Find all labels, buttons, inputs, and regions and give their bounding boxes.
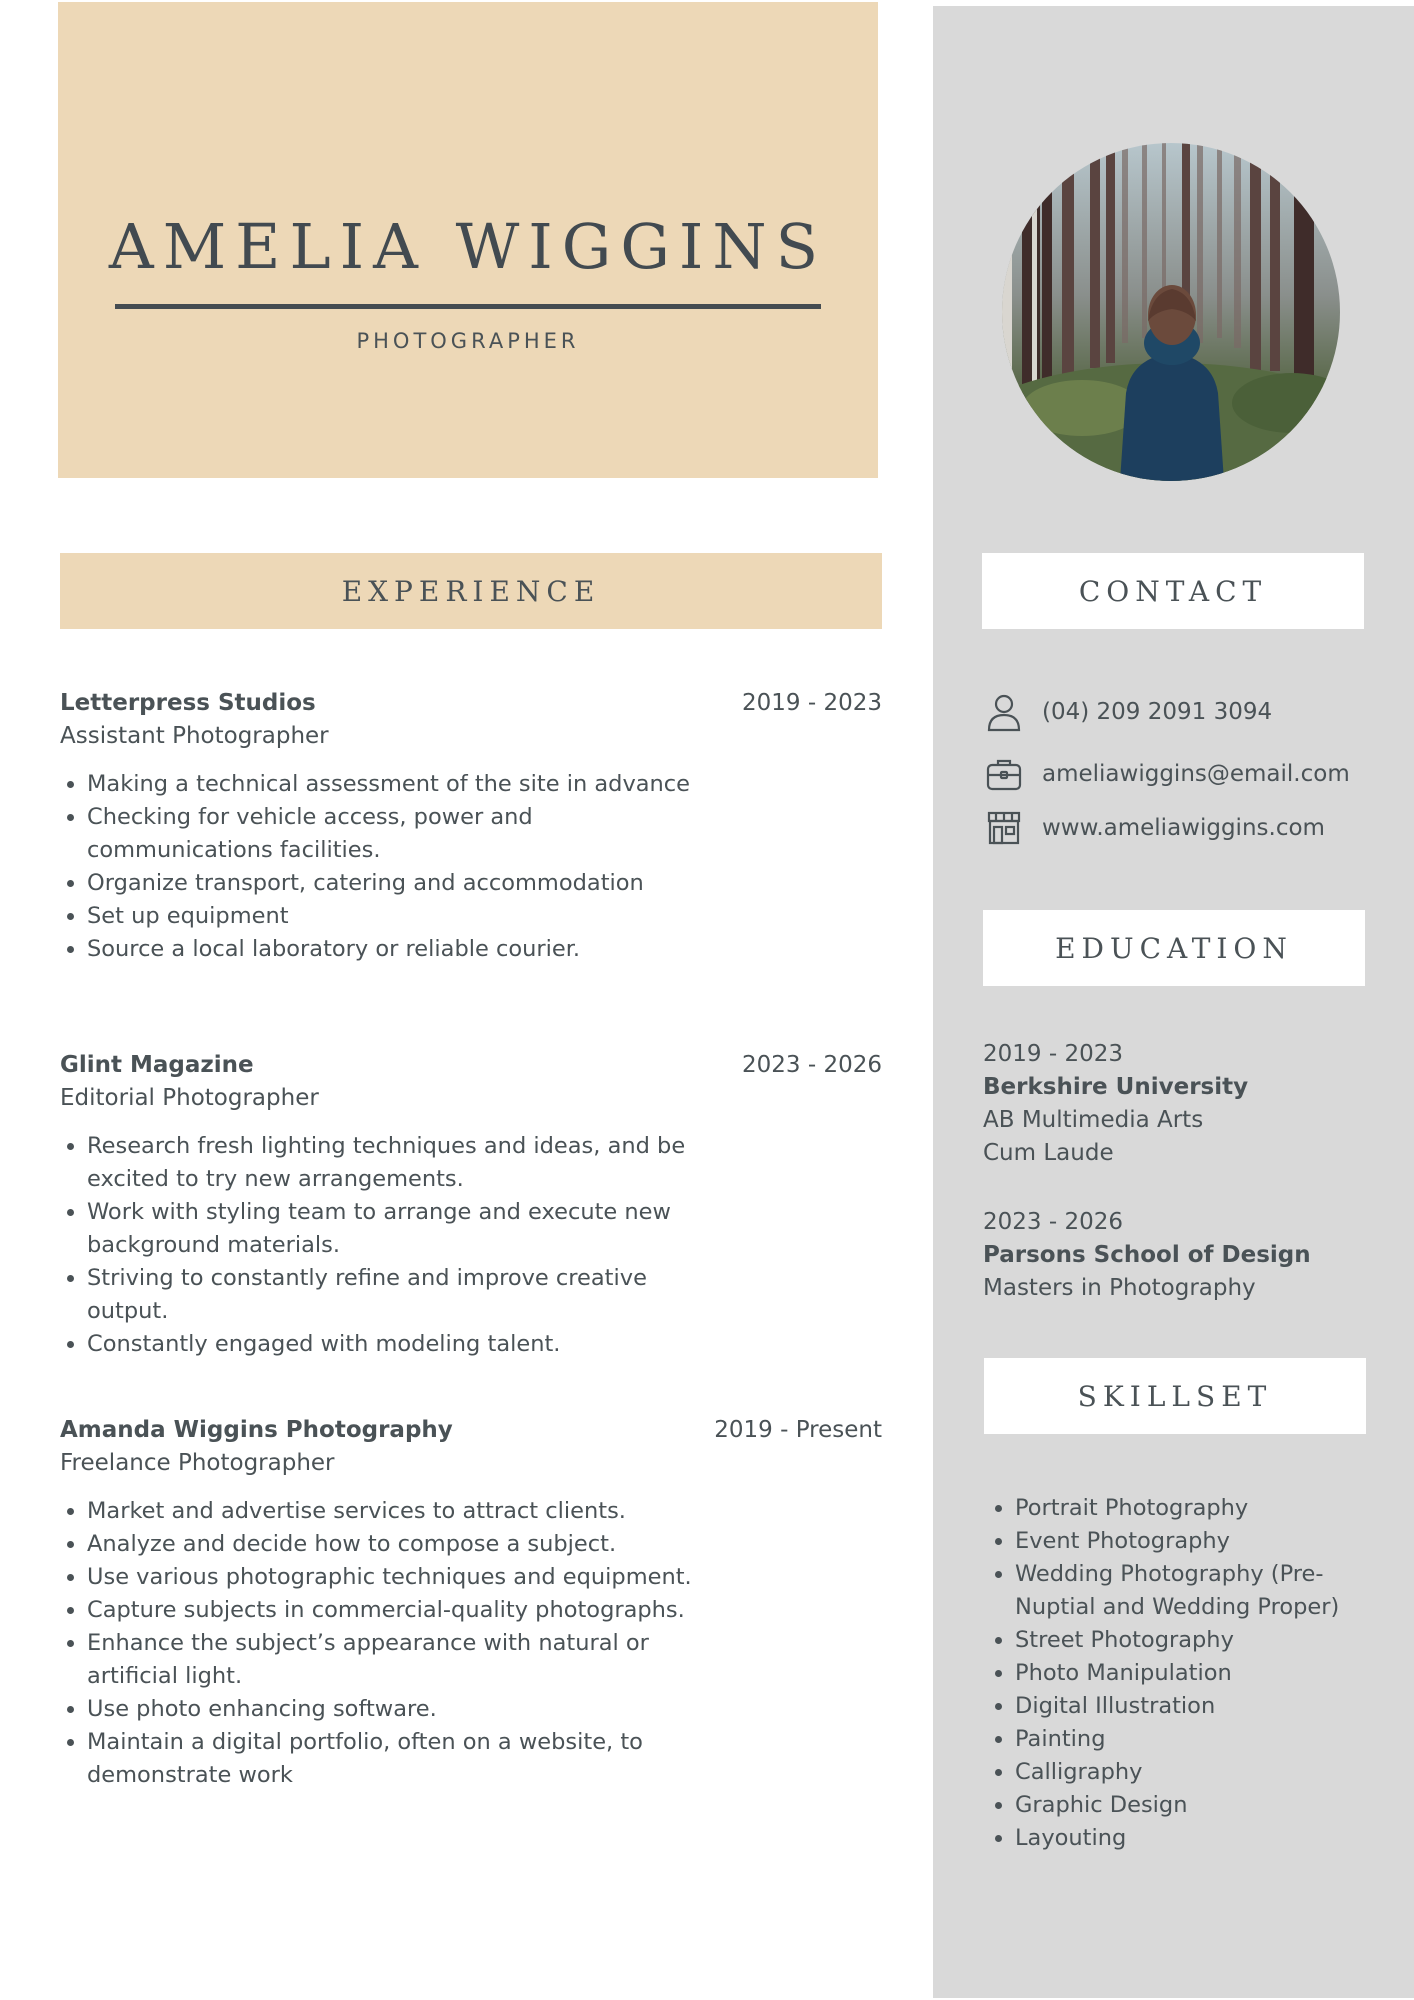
skill-item: • Wedding Photography (Pre-Nuptial and Wedding Proper): [1015, 1558, 1395, 1624]
duty-item: • Use various photographic techniques and equipment.: [87, 1561, 707, 1594]
education-entry: [983, 1038, 1383, 1170]
briefcase-icon: [984, 754, 1024, 794]
skillset-heading: SKILLSET: [984, 1358, 1366, 1434]
education-heading: EDUCATION: [983, 910, 1365, 986]
skill-item: • Graphic Design: [1015, 1789, 1395, 1822]
skill-list: [988, 1492, 1395, 1855]
company-name: Letterpress Studios: [60, 690, 316, 716]
email-address: ameliawiggins@email.com: [1042, 761, 1350, 787]
forest-portrait-image: [1002, 143, 1340, 481]
duty-item: • Striving to constantly refine and improve creative output.: [87, 1262, 707, 1328]
school-name: Parsons School of Design: [983, 1242, 1311, 1268]
duty-list: [60, 1495, 707, 1792]
skill-item: • Calligraphy: [1015, 1756, 1395, 1789]
storefront-icon: [984, 808, 1024, 848]
contact-heading: CONTACT: [982, 553, 1364, 629]
duty-item: • Set up equipment: [87, 900, 707, 933]
duty-item: • Enhance the subject’s appearance with natural or artificial light.: [87, 1627, 707, 1693]
employment-dates: 2023 - 2026: [742, 1052, 882, 1078]
education-entry: [983, 1206, 1383, 1305]
duty-item: • Organize transport, catering and accommodation: [87, 867, 707, 900]
duty-list: [60, 768, 707, 966]
contact-website: [984, 808, 1325, 848]
website-url: www.ameliawiggins.com: [1042, 815, 1325, 841]
duty-item: • Making a technical assessment of the site in advance: [87, 768, 707, 801]
job-role: Freelance Photographer: [60, 1450, 335, 1476]
duty-item: • Use photo enhancing software.: [87, 1693, 707, 1726]
company-name: Amanda Wiggins Photography: [60, 1417, 453, 1443]
name-underline: [115, 304, 821, 309]
education-years: 2019 - 2023: [983, 1041, 1123, 1067]
degree: Masters in Photography: [983, 1275, 1256, 1301]
duty-list: [60, 1130, 707, 1361]
header-banner: [58, 2, 878, 478]
duty-item: • Work with styling team to arrange and execute new background materials.: [87, 1196, 707, 1262]
person-name: AMELIA WIGGINS: [108, 210, 828, 283]
skill-item: • Event Photography: [1015, 1525, 1395, 1558]
job-role: Assistant Photographer: [60, 723, 329, 749]
duty-item: • Maintain a digital portfolio, often on a website, to demonstrate work: [87, 1726, 707, 1792]
honors: Cum Laude: [983, 1140, 1114, 1166]
job-title: PHOTOGRAPHER: [356, 329, 580, 353]
duty-item: • Market and advertise services to attract clients.: [87, 1495, 707, 1528]
employment-dates: 2019 - 2023: [742, 690, 882, 716]
school-name: Berkshire University: [983, 1074, 1249, 1100]
skill-item: • Portrait Photography: [1015, 1492, 1395, 1525]
duty-item: • Analyze and decide how to compose a subject.: [87, 1528, 707, 1561]
contact-phone: [984, 692, 1272, 732]
skill-item: • Digital Illustration: [1015, 1690, 1395, 1723]
person-icon: [984, 692, 1024, 732]
experience-heading: EXPERIENCE: [60, 553, 882, 629]
job-role: Editorial Photographer: [60, 1085, 319, 1111]
phone-number: (04) 209 2091 3094: [1042, 699, 1273, 725]
employment-dates: 2019 - Present: [714, 1417, 882, 1443]
duty-item: • Capture subjects in commercial-quality photographs.: [87, 1594, 707, 1627]
skill-item: • Photo Manipulation: [1015, 1657, 1395, 1690]
contact-email: [984, 754, 1350, 794]
company-name: Glint Magazine: [60, 1052, 254, 1078]
duty-item: • Source a local laboratory or reliable courier.: [87, 933, 707, 966]
duty-item: • Research fresh lighting techniques and ideas, and be excited to try new arrangements.: [87, 1130, 707, 1196]
education-years: 2023 - 2026: [983, 1209, 1123, 1235]
skill-item: • Street Photography: [1015, 1624, 1395, 1657]
degree: AB Multimedia Arts: [983, 1107, 1204, 1133]
skill-item: • Layouting: [1015, 1822, 1395, 1855]
skill-item: • Painting: [1015, 1723, 1395, 1756]
profile-photo: [1002, 143, 1340, 481]
duty-item: • Constantly engaged with modeling talent.: [87, 1328, 707, 1361]
duty-item: • Checking for vehicle access, power and communications facilities.: [87, 801, 707, 867]
